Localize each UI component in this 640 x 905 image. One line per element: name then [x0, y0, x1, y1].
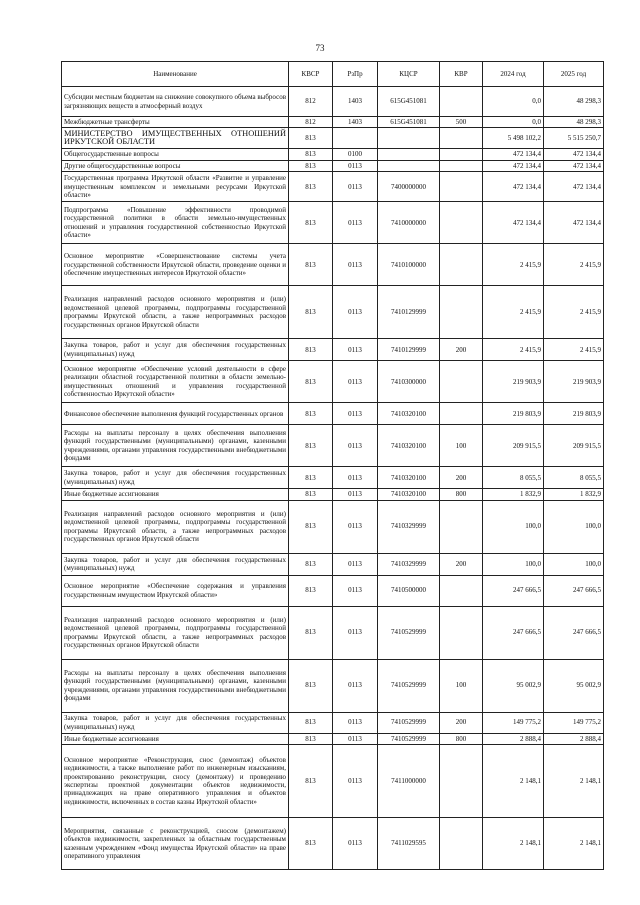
cell-y2024: 95 002,9 — [483, 659, 544, 712]
table-row — [62, 128, 604, 149]
header-name: Наименование — [62, 62, 289, 87]
cell-y2024: 247 666,5 — [483, 575, 544, 606]
cell-y2024: 2 415,9 — [483, 244, 544, 286]
cell-kvr — [440, 500, 483, 553]
table-row — [62, 425, 604, 467]
table-row — [62, 202, 604, 244]
cell-rzpr: 0100 — [333, 149, 378, 160]
cell-y2024: 219 903,9 — [483, 361, 544, 403]
cell-name: Другие общегосударственные вопросы — [62, 160, 289, 171]
cell-y2024: 2 415,9 — [483, 339, 544, 361]
header-rzpr: РзПр — [333, 62, 378, 87]
cell-y2025: 2 415,9 — [544, 339, 604, 361]
cell-kcsr: 615G451081 — [378, 87, 440, 117]
cell-kvr: 100 — [440, 425, 483, 467]
table-row — [62, 117, 604, 128]
cell-name: Финансовое обеспечение выполнения функций государственных органов — [62, 403, 289, 425]
cell-kcsr: 7410320100 — [378, 425, 440, 467]
cell-kcsr — [378, 128, 440, 149]
table-row — [62, 500, 604, 553]
cell-y2024: 0,0 — [483, 117, 544, 128]
cell-kcsr: 7410529999 — [378, 659, 440, 712]
cell-rzpr: 0113 — [333, 500, 378, 553]
cell-y2025: 5 515 250,7 — [544, 128, 604, 149]
cell-kvr — [440, 606, 483, 659]
cell-y2025: 2 148,1 — [544, 818, 604, 870]
cell-rzpr: 0113 — [333, 467, 378, 489]
cell-kvr — [440, 87, 483, 117]
cell-rzpr: 0113 — [333, 745, 378, 818]
cell-y2025: 2 148,1 — [544, 745, 604, 818]
cell-kvr: 800 — [440, 489, 483, 500]
table-row — [62, 606, 604, 659]
table-row — [62, 489, 604, 500]
table-row — [62, 172, 604, 202]
cell-y2024: 149 775,2 — [483, 712, 544, 733]
table-row — [62, 553, 604, 575]
cell-y2024: 209 915,5 — [483, 425, 544, 467]
cell-kcsr: 7410329999 — [378, 553, 440, 575]
cell-y2024: 472 134,4 — [483, 160, 544, 171]
cell-kvr: 800 — [440, 733, 483, 744]
cell-y2025: 149 775,2 — [544, 712, 604, 733]
cell-kcsr: 7410100000 — [378, 244, 440, 286]
cell-kvr: 200 — [440, 339, 483, 361]
cell-name: Расходы на выплаты персоналу в целях обеспечения выполнения функций государственными (муниципальными) органами, казенными учреждениями, органами управления государственными внебюджетными фондами — [62, 659, 289, 712]
cell-kvr: 500 — [440, 117, 483, 128]
cell-y2024: 100,0 — [483, 500, 544, 553]
budget-table — [61, 61, 604, 870]
cell-y2024: 100,0 — [483, 553, 544, 575]
cell-kcsr: 7400000000 — [378, 172, 440, 202]
cell-ksr: 813 — [289, 128, 333, 149]
cell-kvr — [440, 202, 483, 244]
cell-kvr — [440, 244, 483, 286]
cell-kcsr: 7410500000 — [378, 575, 440, 606]
table-row — [62, 244, 604, 286]
cell-kvr — [440, 575, 483, 606]
cell-ksr: 813 — [289, 467, 333, 489]
cell-ksr: 813 — [289, 361, 333, 403]
cell-name: Общегосударственные вопросы — [62, 149, 289, 160]
cell-ksr: 813 — [289, 712, 333, 733]
table-row — [62, 403, 604, 425]
cell-ksr: 813 — [289, 425, 333, 467]
cell-y2024: 2 415,9 — [483, 286, 544, 339]
cell-rzpr: 0113 — [333, 489, 378, 500]
cell-kcsr: 7410129999 — [378, 339, 440, 361]
cell-y2024: 219 803,9 — [483, 403, 544, 425]
table-row — [62, 659, 604, 712]
cell-name: Основное мероприятие «Совершенствование системы учета государственной собственности Иркутской области, проведение оценки и обеспечение имущественных интересов Иркутской области» — [62, 244, 289, 286]
cell-kcsr: 7411000000 — [378, 745, 440, 818]
cell-kvr: 100 — [440, 659, 483, 712]
table-row — [62, 712, 604, 733]
cell-kcsr: 7410000000 — [378, 202, 440, 244]
cell-name: Закупка товаров, работ и услуг для обеспечения государственных (муниципальных) нужд — [62, 553, 289, 575]
cell-kcsr — [378, 160, 440, 171]
cell-name: Реализация направлений расходов основного мероприятия и (или) ведомственной целевой программы, подпрограммы государственной программы Иркутской области, а также непрограммных расходов государственных органов Иркутской области — [62, 286, 289, 339]
cell-ksr: 813 — [289, 339, 333, 361]
header-2025: 2025 год — [544, 62, 604, 87]
cell-y2024: 0,0 — [483, 87, 544, 117]
cell-ksr: 813 — [289, 659, 333, 712]
cell-ksr: 813 — [289, 818, 333, 870]
cell-kvr — [440, 818, 483, 870]
cell-ksr: 813 — [289, 244, 333, 286]
cell-kvr — [440, 149, 483, 160]
cell-kvr — [440, 286, 483, 339]
cell-rzpr: 0113 — [333, 606, 378, 659]
table-row — [62, 745, 604, 818]
cell-ksr: 813 — [289, 202, 333, 244]
cell-y2025: 48 298,3 — [544, 87, 604, 117]
cell-kvr — [440, 172, 483, 202]
cell-name: МИНИСТЕРСТВО ИМУЩЕСТВЕННЫХ ОТНОШЕНИЙ ИРКУТСКОЙ ОБЛАСТИ — [62, 128, 289, 149]
cell-y2024: 1 832,9 — [483, 489, 544, 500]
cell-y2024: 5 498 102,2 — [483, 128, 544, 149]
cell-rzpr: 0113 — [333, 172, 378, 202]
cell-name: Закупка товаров, работ и услуг для обеспечения государственных (муниципальных) нужд — [62, 712, 289, 733]
cell-rzpr: 0113 — [333, 712, 378, 733]
table-row — [62, 87, 604, 117]
cell-name: Основное мероприятие «Обеспечение содержания и управления государственным имуществом Иркутской области» — [62, 575, 289, 606]
cell-rzpr: 0113 — [333, 160, 378, 171]
cell-rzpr: 1403 — [333, 87, 378, 117]
cell-y2025: 472 134,4 — [544, 160, 604, 171]
cell-y2025: 2 888,4 — [544, 733, 604, 744]
cell-y2025: 2 415,9 — [544, 244, 604, 286]
cell-rzpr: 0113 — [333, 818, 378, 870]
cell-kcsr: 7410300000 — [378, 361, 440, 403]
cell-ksr: 813 — [289, 149, 333, 160]
cell-rzpr: 0113 — [333, 403, 378, 425]
cell-ksr: 813 — [289, 286, 333, 339]
cell-kvr: 200 — [440, 553, 483, 575]
cell-y2025: 472 134,4 — [544, 172, 604, 202]
cell-y2024: 2 888,4 — [483, 733, 544, 744]
cell-rzpr: 0113 — [333, 425, 378, 467]
cell-ksr: 813 — [289, 745, 333, 818]
table-row — [62, 149, 604, 160]
header-kvr: КВР — [440, 62, 483, 87]
cell-kcsr: 7410529999 — [378, 712, 440, 733]
cell-rzpr: 0113 — [333, 361, 378, 403]
cell-kcsr: 615G451081 — [378, 117, 440, 128]
cell-ksr: 813 — [289, 172, 333, 202]
cell-ksr: 813 — [289, 160, 333, 171]
cell-kvr — [440, 403, 483, 425]
table-row — [62, 361, 604, 403]
cell-kcsr: 7411029595 — [378, 818, 440, 870]
cell-kcsr — [378, 149, 440, 160]
table-row — [62, 286, 604, 339]
table-header-row — [62, 62, 604, 87]
cell-name: Подпрограмма «Повышение эффективности проводимой государственной политики в области земельно-имущественных отношений и управления государственной собственностью Иркутской области» — [62, 202, 289, 244]
cell-name: Мероприятия, связанные с реконструкцией, сносом (демонтажем) объектов недвижимости, закрепленных за областным государственным казенным учреждением «Фонд имущества Иркутской области» на праве оперативного управления — [62, 818, 289, 870]
cell-kvr — [440, 160, 483, 171]
cell-y2025: 100,0 — [544, 553, 604, 575]
cell-ksr: 813 — [289, 403, 333, 425]
table-row — [62, 467, 604, 489]
cell-name: Иные бюджетные ассигнования — [62, 733, 289, 744]
cell-name: Иные бюджетные ассигнования — [62, 489, 289, 500]
cell-ksr: 813 — [289, 606, 333, 659]
cell-y2024: 472 134,4 — [483, 202, 544, 244]
cell-y2025: 472 134,4 — [544, 149, 604, 160]
cell-name: Расходы на выплаты персоналу в целях обеспечения выполнения функций государственными (муниципальными) органами, казенными учреждениями, органами управления государственными внебюджетными фондами — [62, 425, 289, 467]
header-kcsr: КЦСР — [378, 62, 440, 87]
cell-y2025: 219 803,9 — [544, 403, 604, 425]
cell-ksr: 812 — [289, 87, 333, 117]
cell-y2025: 209 915,5 — [544, 425, 604, 467]
cell-y2025: 100,0 — [544, 500, 604, 553]
cell-ksr: 813 — [289, 489, 333, 500]
table-row — [62, 818, 604, 870]
cell-kcsr: 7410329999 — [378, 500, 440, 553]
cell-name: Основное мероприятие «Реконструкция, снос (демонтаж) объектов недвижимости, а также выполнение работ по инженерным изысканиям, проектированию реконструкции, сносу (демонтажу) и проведению экспертизы проектной документации объектов недвижимости, принадлежащих на праве оперативного управления и объектов недвижимости, включенных в состав казны Иркутской области» — [62, 745, 289, 818]
cell-ksr: 812 — [289, 117, 333, 128]
cell-y2025: 247 666,5 — [544, 606, 604, 659]
cell-kcsr: 7410529999 — [378, 733, 440, 744]
cell-rzpr: 0113 — [333, 733, 378, 744]
cell-rzpr: 0113 — [333, 575, 378, 606]
cell-name: Реализация направлений расходов основного мероприятия и (или) ведомственной целевой программы, подпрограммы государственной программы Иркутской области, а также непрограммных расходов государственных органов Иркутской области — [62, 606, 289, 659]
cell-kcsr: 7410320100 — [378, 489, 440, 500]
table-row — [62, 160, 604, 171]
cell-y2025: 472 134,4 — [544, 202, 604, 244]
cell-ksr: 813 — [289, 575, 333, 606]
table-row — [62, 733, 604, 744]
cell-ksr: 813 — [289, 733, 333, 744]
cell-kcsr: 7410320100 — [378, 403, 440, 425]
cell-y2025: 219 903,9 — [544, 361, 604, 403]
cell-y2024: 472 134,4 — [483, 172, 544, 202]
cell-rzpr: 1403 — [333, 117, 378, 128]
cell-y2025: 48 298,3 — [544, 117, 604, 128]
cell-ksr: 813 — [289, 500, 333, 553]
cell-rzpr: 0113 — [333, 286, 378, 339]
cell-kcsr: 7410320100 — [378, 467, 440, 489]
page-number: 73 — [315, 43, 325, 53]
header-ksr: КВСР — [289, 62, 333, 87]
cell-name: Субсидии местным бюджетам на снижение совокупного объема выбросов загрязняющих веществ в атмосферный воздух — [62, 87, 289, 117]
header-2024: 2024 год — [483, 62, 544, 87]
cell-y2025: 2 415,9 — [544, 286, 604, 339]
cell-kvr: 200 — [440, 712, 483, 733]
cell-kvr — [440, 361, 483, 403]
cell-rzpr: 0113 — [333, 244, 378, 286]
table-row — [62, 575, 604, 606]
cell-rzpr — [333, 128, 378, 149]
cell-name: Закупка товаров, работ и услуг для обеспечения государственных (муниципальных) нужд — [62, 339, 289, 361]
cell-name: Межбюджетные трансферты — [62, 117, 289, 128]
cell-y2024: 2 148,1 — [483, 818, 544, 870]
cell-y2025: 8 055,5 — [544, 467, 604, 489]
cell-name: Реализация направлений расходов основного мероприятия и (или) ведомственной целевой программы, подпрограммы государственной программы Иркутской области, а также непрограммных расходов государственных органов Иркутской области — [62, 500, 289, 553]
cell-y2025: 1 832,9 — [544, 489, 604, 500]
table-row — [62, 339, 604, 361]
cell-rzpr: 0113 — [333, 339, 378, 361]
cell-kvr — [440, 128, 483, 149]
cell-y2024: 2 148,1 — [483, 745, 544, 818]
cell-kvr: 200 — [440, 467, 483, 489]
cell-kcsr: 7410129999 — [378, 286, 440, 339]
cell-name: Государственная программа Иркутской области «Развитие и управление имущественным комплексом и земельными ресурсами Иркутской области» — [62, 172, 289, 202]
cell-y2024: 8 055,5 — [483, 467, 544, 489]
cell-y2025: 247 666,5 — [544, 575, 604, 606]
cell-name: Основное мероприятие «Обеспечение условий деятельности в сфере реализации областной государственной политики в области земельно-имущественных отношений и управления государственной собственностью Иркутской области» — [62, 361, 289, 403]
cell-rzpr: 0113 — [333, 202, 378, 244]
cell-ksr: 813 — [289, 553, 333, 575]
cell-rzpr: 0113 — [333, 553, 378, 575]
cell-y2024: 472 134,4 — [483, 149, 544, 160]
cell-rzpr: 0113 — [333, 659, 378, 712]
cell-y2024: 247 666,5 — [483, 606, 544, 659]
cell-y2025: 95 002,9 — [544, 659, 604, 712]
cell-name: Закупка товаров, работ и услуг для обеспечения государственных (муниципальных) нужд — [62, 467, 289, 489]
cell-kcsr: 7410529999 — [378, 606, 440, 659]
cell-kvr — [440, 745, 483, 818]
